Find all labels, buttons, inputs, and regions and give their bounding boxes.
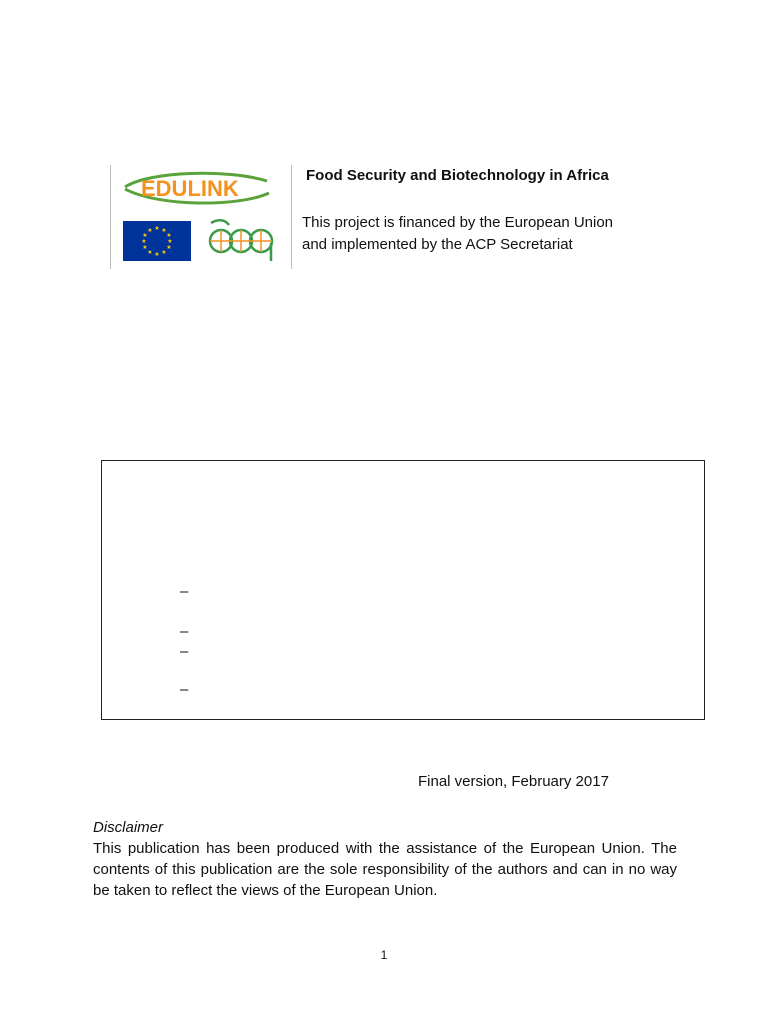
svg-text:★: ★ (154, 225, 160, 232)
box-dash-4: – (180, 681, 189, 698)
content-box (101, 460, 705, 720)
funding-line-1: This project is financed by the European Union (302, 214, 614, 231)
document-header (110, 165, 670, 269)
acp-logo (201, 217, 279, 265)
eu-flag-icon (123, 221, 191, 261)
box-dash-3: – (180, 643, 189, 660)
project-title: Food Security and Biotechnology in Africa (306, 167, 609, 184)
box-dash-1: – (180, 583, 189, 600)
disclaimer-text: This publication has been produced with the assistance of the European Union. The contents of this publication are the sole responsibility of the authors and can in no way be taken to reflect the views of the European Union. (93, 840, 677, 899)
disclaimer (93, 817, 677, 901)
svg-text:★: ★ (167, 238, 173, 245)
logo-panel (110, 165, 292, 269)
svg-text:★: ★ (141, 238, 147, 245)
svg-text:★: ★ (166, 232, 172, 239)
svg-text:★: ★ (142, 244, 148, 251)
svg-text:★: ★ (147, 227, 153, 234)
svg-text:★: ★ (147, 249, 153, 256)
svg-text:★: ★ (161, 227, 167, 234)
page-number: 1 (380, 948, 388, 962)
svg-text:★: ★ (161, 249, 167, 256)
funding-line-2: and implemented by the ACP Secretariat (302, 236, 573, 253)
box-dash-2: – (180, 623, 189, 640)
edulink-logo-text: EDULINK (141, 176, 239, 201)
svg-text:★: ★ (142, 232, 148, 239)
final-version-date: Final version, February 2017 (418, 773, 609, 790)
disclaimer-heading: Disclaimer (93, 819, 164, 836)
svg-text:★: ★ (166, 244, 172, 251)
svg-text:★: ★ (154, 251, 160, 258)
edulink-logo (119, 167, 271, 209)
